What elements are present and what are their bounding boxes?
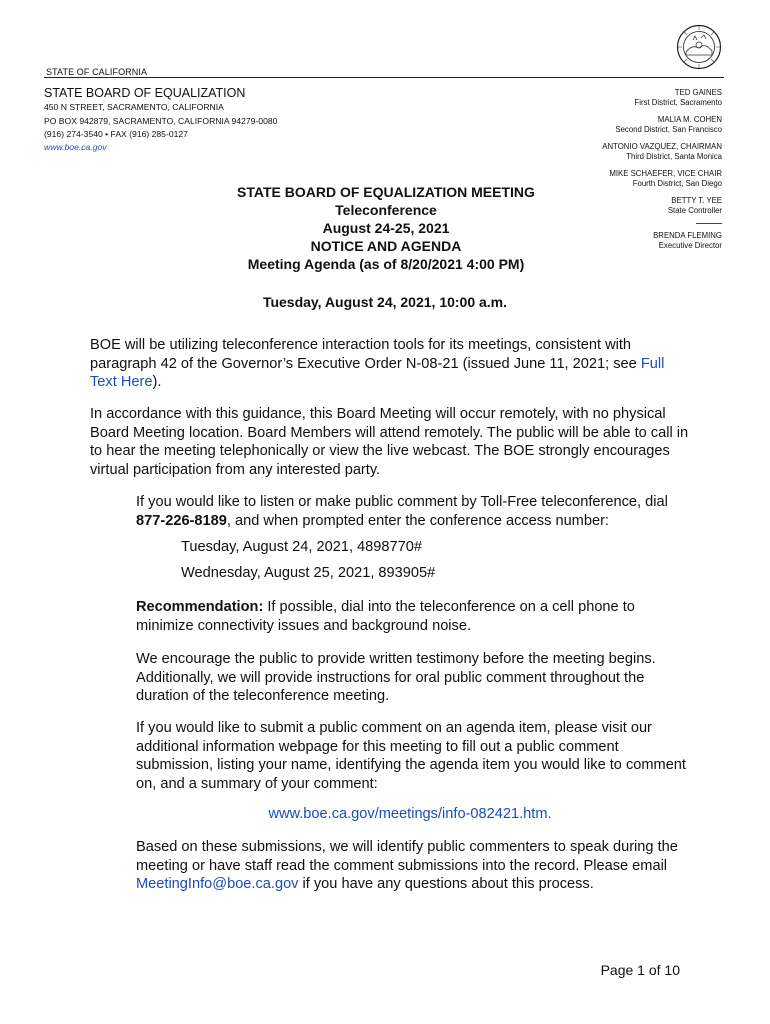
dial-in-paragraph	[136, 493, 696, 530]
full-text-link[interactable]: Full Text Here	[90, 355, 665, 390]
paragraph-text-end: , and when prompted enter the conference access number:	[226, 512, 609, 529]
paragraph-text: Based on these submissions, we will identify public commenters to speak during the meeting or have staff read the comment submissions into the record. Please email	[136, 839, 678, 874]
written-testimony-paragraph: We encourage the public to provide written testimony before the meeting begins. Additionally, we will provide instructions for oral public comment throughout the duration of the teleconference meeting.	[136, 651, 656, 704]
access-number-day-2: Wednesday, August 25, 2021, 893905#	[181, 565, 436, 581]
member-role: First District, Sacramento	[634, 98, 722, 107]
contact-email-link[interactable]: MeetingInfo@boe.ca.gov	[136, 876, 299, 892]
paragraph-text: If you would like to listen or make public comment by Toll-Free teleconference, dial	[136, 494, 668, 510]
agency-name: STATE BOARD OF EQUALIZATION	[44, 86, 246, 100]
member-name: BETTY T. YEE	[671, 196, 722, 205]
state-label: STATE OF CALIFORNIA	[46, 67, 148, 77]
member-name: TED GAINES	[674, 88, 722, 97]
info-page-link[interactable]: www.boe.ca.gov/meetings/info-082421.htm.	[268, 806, 552, 822]
member-name: ANTONIO VAZQUEZ, CHAIRMAN	[602, 142, 722, 151]
phone-fax: (916) 274-3540 • FAX (916) 285-0127	[44, 129, 188, 139]
teleconference-paragraph	[90, 336, 690, 392]
meeting-title: STATE BOARD OF EQUALIZATION MEETING	[237, 184, 535, 200]
po-box-address: PO BOX 942879, SACRAMENTO, CALIFORNIA 94279-0080	[44, 116, 278, 126]
board-member	[482, 115, 722, 135]
member-divider	[696, 223, 722, 224]
paragraph-text-end: ).	[152, 374, 162, 390]
recommendation-paragraph	[136, 598, 696, 635]
board-member	[482, 88, 722, 108]
website-link[interactable]: www.boe.ca.gov	[44, 142, 107, 152]
member-name: MALIA M. COHEN	[657, 115, 722, 124]
public-comment-paragraph: If you would like to submit a public comment on an agenda item, please visit our additional information webpage for this meeting to fill out a public comment submission, listing your name, identifying the agenda item you would like to comment on, and a summary of your comment:	[136, 720, 686, 792]
state-seal-icon	[676, 24, 722, 70]
member-role: Third District, Santa Monica	[626, 152, 722, 161]
remote-meeting-paragraph: In accordance with this guidance, this Board Meeting will occur remotely, with no physical Board Meeting location. Board Members will attend remotely. The public will be able to call in to hear the meeting telephonically or view the live webcast. The BOE strongly encourages virtual participation from any interested party.	[90, 406, 689, 478]
recommendation-label: Recommendation:	[136, 599, 264, 615]
member-role: Executive Director	[658, 241, 722, 250]
header-divider	[44, 77, 724, 78]
access-number-day-1: Tuesday, August 24, 2021, 4898770#	[181, 539, 422, 555]
paragraph-text: If possible, dial into the teleconference on a cell phone to minimize connectivity issues and background noise.	[136, 599, 635, 634]
paragraph-text: BOE will be utilizing teleconference interaction tools for its meetings, consistent with paragraph 42 of the Governor’s Executive Order N-08-21 (issued June 11, 2021; see	[90, 337, 641, 372]
member-role: Second District, San Francisco	[615, 125, 722, 134]
agenda-version: Meeting Agenda (as of 8/20/2021 4:00 PM)	[247, 256, 525, 272]
paragraph-text-end: if you have any questions about this process.	[298, 876, 594, 892]
meeting-title-block	[196, 183, 576, 273]
member-role: Fourth District, San Diego	[632, 179, 722, 188]
session-date: Tuesday, August 24, 2021, 10:00 a.m.	[262, 294, 508, 310]
street-address: 450 N STREET, SACRAMENTO, CALIFORNIA	[44, 102, 224, 112]
board-member	[482, 142, 722, 162]
meeting-dates: August 24-25, 2021	[322, 220, 450, 236]
page-number: Page 1 of 10	[600, 962, 680, 978]
member-name: BRENDA FLEMING	[653, 231, 722, 240]
member-role: State Controller	[667, 206, 722, 215]
meeting-format: Teleconference	[335, 202, 437, 218]
notice-heading: NOTICE AND AGENDA	[310, 238, 462, 254]
toll-free-number: 877-226-8189	[136, 512, 227, 529]
member-name: MIKE SCHAEFER, VICE CHAIR	[609, 169, 722, 178]
submissions-paragraph	[136, 838, 696, 894]
